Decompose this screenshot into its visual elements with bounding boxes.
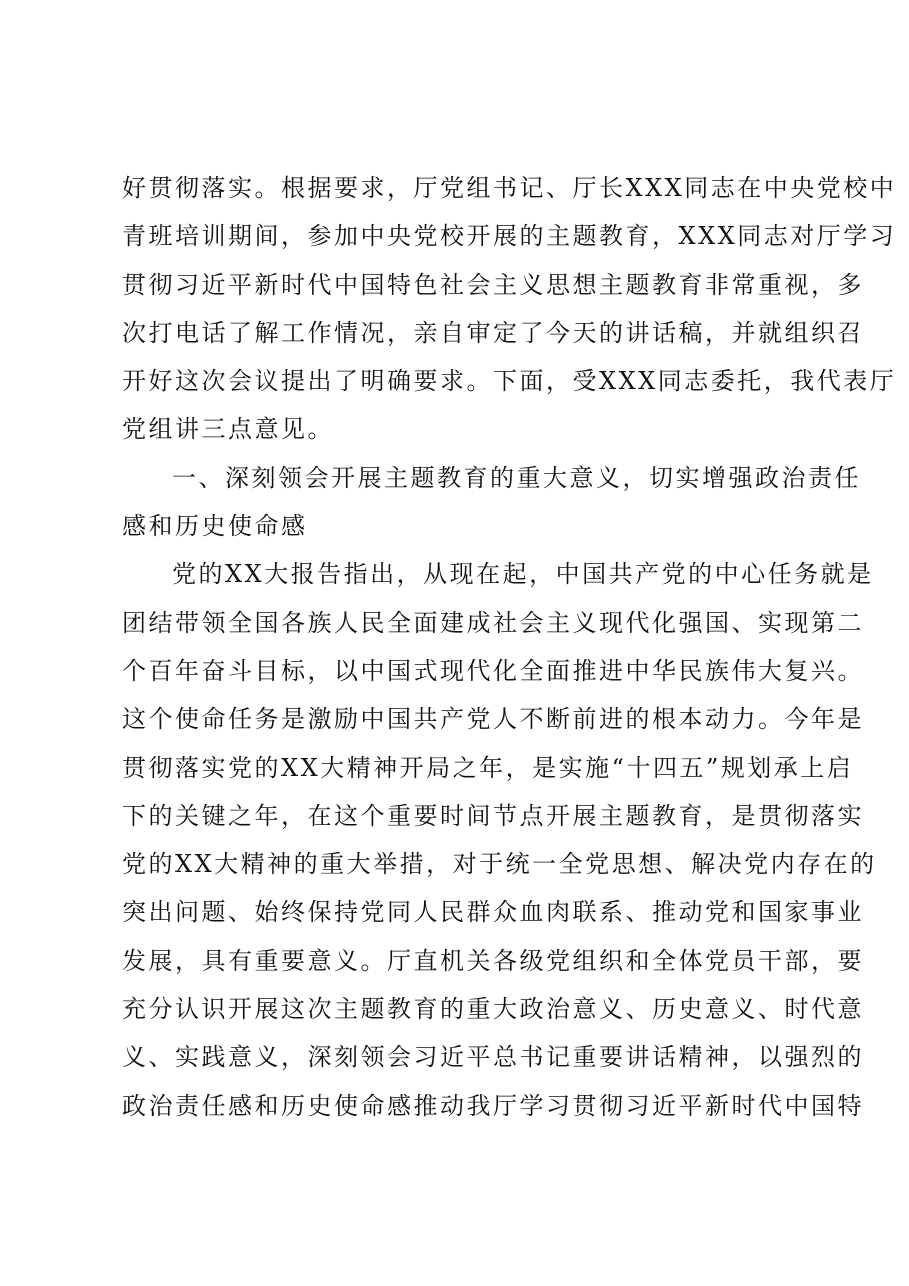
body-line: 次打电话了解工作情况，亲自审定了今天的讲话稿，并就组织召 bbox=[122, 318, 864, 347]
body-line: 下的关键之年，在这个重要时间节点开展主题教育，是贯彻落实 bbox=[122, 801, 864, 830]
body-line: 突出问题、始终保持党同人民群众血肉联系、推动党和国家事业 bbox=[122, 898, 864, 927]
body-line: 这个使命任务是激励中国共产党人不断前进的根本动力。今年是 bbox=[122, 705, 864, 734]
body-line: 义、实践意义，深刻领会习近平总书记重要讲话精神，以强烈的 bbox=[122, 1043, 864, 1072]
body-line: 党的XX大精神的重大举措，对于统一全党思想、解决党内存在的 bbox=[122, 850, 877, 879]
body-line: 发展，具有重要意义。厅直机关各级党组织和全体党员干部，要 bbox=[122, 946, 864, 975]
body-line: 党组讲三点意见。 bbox=[122, 415, 334, 444]
body-line: 党的XX大报告指出，从现在起，中国共产党的中心任务就是 bbox=[172, 560, 874, 589]
body-line: 青班培训期间，参加中央党校开展的主题教育，XXX同志对厅学习 bbox=[122, 222, 897, 251]
body-line: 贯彻落实党的XX大精神开局之年，是实施“十四五”规划承上启 bbox=[122, 753, 854, 782]
body-line: 好贯彻落实。根据要求，厅党组书记、厅长XXX同志在中央党校中 bbox=[122, 174, 897, 202]
section-heading-line: 感和历史使命感 bbox=[122, 512, 308, 541]
body-line: 贯彻习近平新时代中国特色社会主义思想主题教育非常重视，多 bbox=[122, 270, 864, 299]
body-line: 充分认识开展这次主题教育的重大政治意义、历史意义、时代意 bbox=[122, 995, 864, 1024]
document-body bbox=[122, 164, 897, 1130]
body-line: 个百年奋斗目标，以中国式现代化全面推进中华民族伟大复兴。 bbox=[122, 656, 864, 685]
body-line: 团结带领全国各族人民全面建成社会主义现代化强国、实现第二 bbox=[122, 608, 864, 637]
body-line: 开好这次会议提出了明确要求。下面，受XXX同志委托，我代表厅 bbox=[122, 367, 897, 396]
body-line: 政治责任感和历史使命感推动我厅学习贯彻习近平新时代中国特 bbox=[122, 1091, 864, 1120]
section-heading-line: 一、深刻领会开展主题教育的重大意义，切实增强政治责任 bbox=[172, 463, 861, 492]
